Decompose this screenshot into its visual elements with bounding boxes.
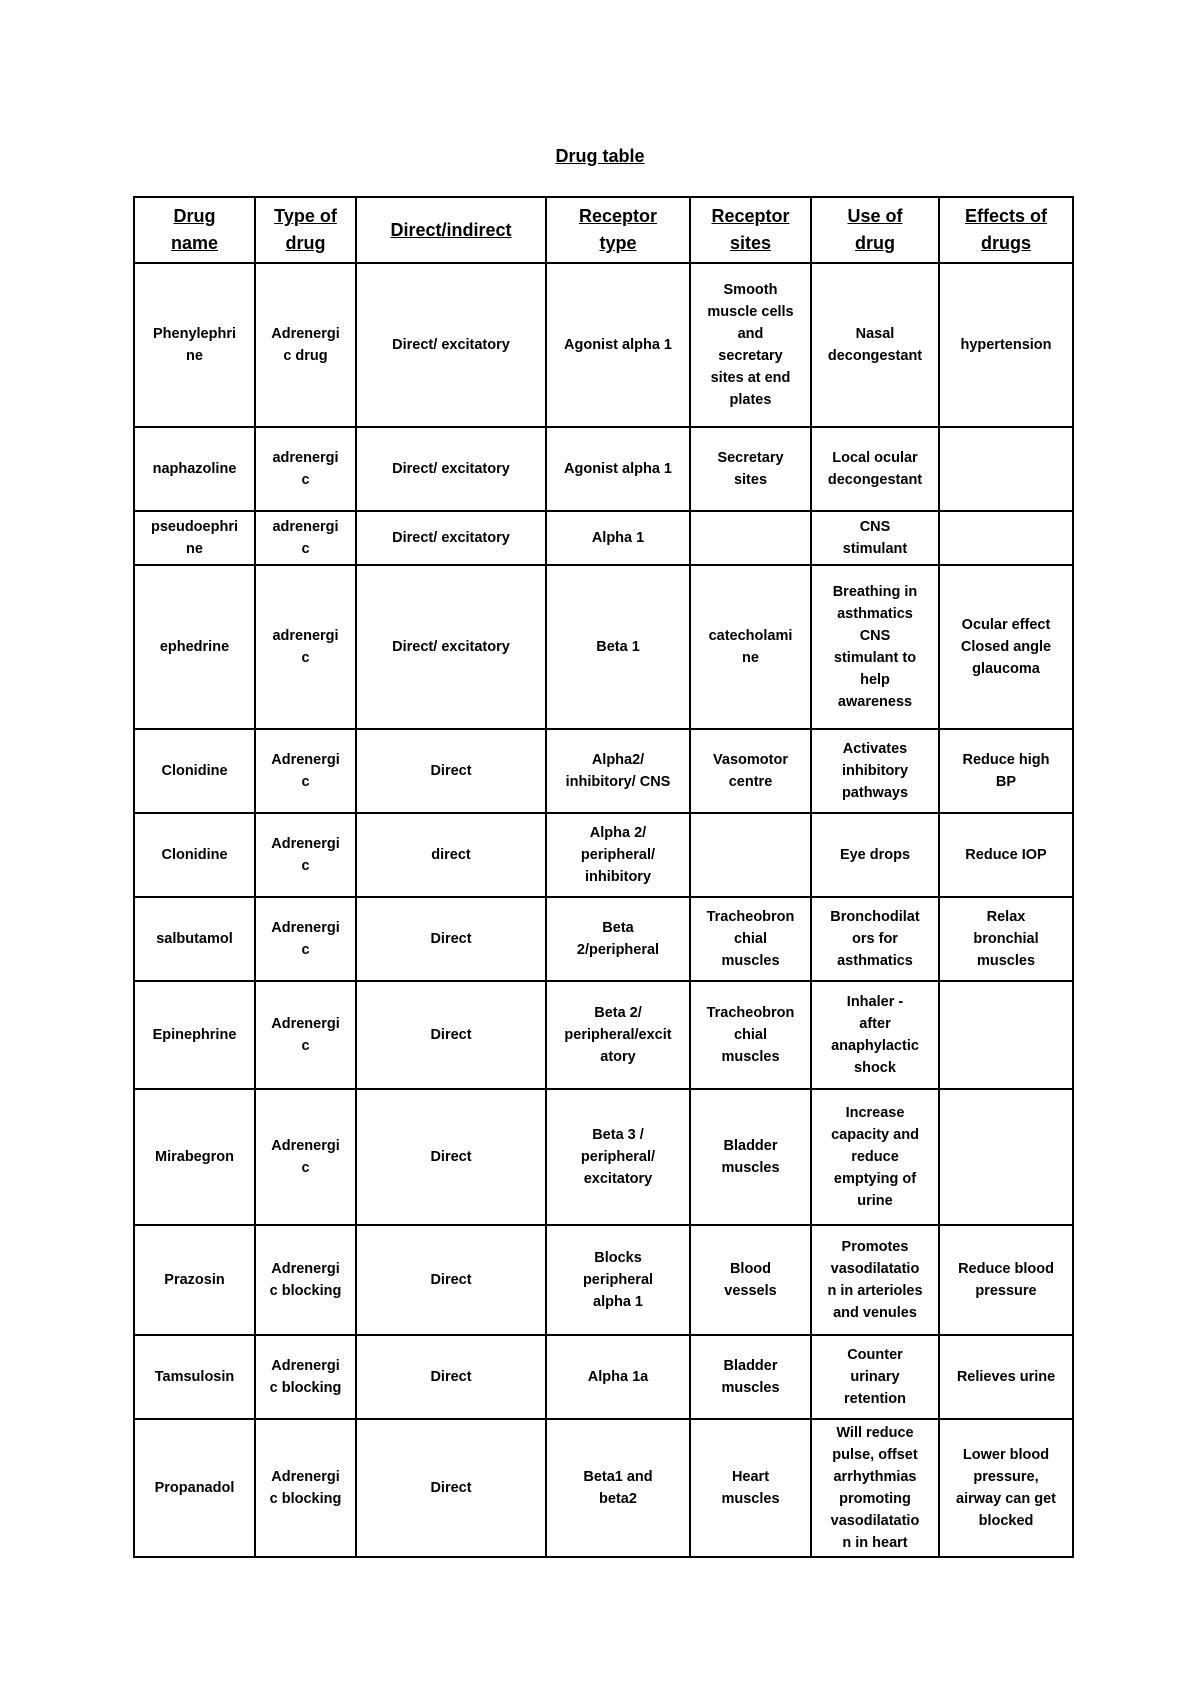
receptor-sites-cell: Smooth muscle cells and secretary sites at end plates bbox=[690, 263, 811, 427]
table-row bbox=[134, 813, 1073, 897]
use-cell: Bronchodilat ors for asthmatics bbox=[811, 897, 939, 981]
effects-cell bbox=[939, 1089, 1073, 1225]
table-row bbox=[134, 981, 1073, 1089]
effects-cell: hypertension bbox=[939, 263, 1073, 427]
receptor-sites-cell: Tracheobron chial muscles bbox=[690, 897, 811, 981]
use-cell: Nasal decongestant bbox=[811, 263, 939, 427]
use-cell: Activates inhibitory pathways bbox=[811, 729, 939, 813]
table-row bbox=[134, 1335, 1073, 1419]
direct-indirect-cell: Direct bbox=[356, 1225, 546, 1335]
receptor-sites-cell: Vasomotor centre bbox=[690, 729, 811, 813]
table-body bbox=[134, 263, 1073, 1557]
type-cell: Adrenergi c bbox=[255, 897, 356, 981]
receptor-sites-cell bbox=[690, 813, 811, 897]
receptor-type-cell: Alpha2/ inhibitory/ CNS bbox=[546, 729, 690, 813]
type-cell: Adrenergi c drug bbox=[255, 263, 356, 427]
receptor-sites-cell: Secretary sites bbox=[690, 427, 811, 511]
type-cell: Adrenergi c bbox=[255, 981, 356, 1089]
use-cell: Promotes vasodilatatio n in arterioles and venules bbox=[811, 1225, 939, 1335]
drug-name-cell: Clonidine bbox=[134, 729, 255, 813]
table-row bbox=[134, 263, 1073, 427]
receptor-sites-cell bbox=[690, 511, 811, 565]
use-cell: Counter urinary retention bbox=[811, 1335, 939, 1419]
drug-name-cell: salbutamol bbox=[134, 897, 255, 981]
table-row bbox=[134, 1419, 1073, 1557]
drug-name-cell: Prazosin bbox=[134, 1225, 255, 1335]
receptor-type-cell: Alpha 2/ peripheral/ inhibitory bbox=[546, 813, 690, 897]
receptor-type-cell: Beta 3 / peripheral/ excitatory bbox=[546, 1089, 690, 1225]
table-row bbox=[134, 729, 1073, 813]
drug-name-cell: naphazoline bbox=[134, 427, 255, 511]
type-cell: adrenergi c bbox=[255, 427, 356, 511]
receptor-sites-cell: Bladder muscles bbox=[690, 1089, 811, 1225]
receptor-sites-cell: Blood vessels bbox=[690, 1225, 811, 1335]
direct-indirect-cell: Direct bbox=[356, 729, 546, 813]
header-use-of-drug: Use of drug bbox=[811, 197, 939, 263]
direct-indirect-cell: Direct bbox=[356, 897, 546, 981]
header-direct-indirect: Direct/indirect bbox=[356, 197, 546, 263]
drug-name-cell: Tamsulosin bbox=[134, 1335, 255, 1419]
type-cell: Adrenergi c blocking bbox=[255, 1335, 356, 1419]
table-row bbox=[134, 897, 1073, 981]
drug-name-cell: Mirabegron bbox=[134, 1089, 255, 1225]
type-cell: Adrenergi c bbox=[255, 729, 356, 813]
receptor-type-cell: Alpha 1 bbox=[546, 511, 690, 565]
direct-indirect-cell: Direct bbox=[356, 981, 546, 1089]
effects-cell: Lower blood pressure, airway can get blocked bbox=[939, 1419, 1073, 1557]
use-cell: CNS stimulant bbox=[811, 511, 939, 565]
receptor-sites-cell: Tracheobron chial muscles bbox=[690, 981, 811, 1089]
effects-cell bbox=[939, 511, 1073, 565]
receptor-type-cell: Beta1 and beta2 bbox=[546, 1419, 690, 1557]
receptor-type-cell: Agonist alpha 1 bbox=[546, 427, 690, 511]
effects-cell: Reduce high BP bbox=[939, 729, 1073, 813]
drug-name-cell: Epinephrine bbox=[134, 981, 255, 1089]
direct-indirect-cell: Direct/ excitatory bbox=[356, 263, 546, 427]
use-cell: Increase capacity and reduce emptying of urine bbox=[811, 1089, 939, 1225]
receptor-type-cell: Blocks peripheral alpha 1 bbox=[546, 1225, 690, 1335]
use-cell: Breathing in asthmatics CNS stimulant to help awareness bbox=[811, 565, 939, 729]
direct-indirect-cell: direct bbox=[356, 813, 546, 897]
table-row bbox=[134, 565, 1073, 729]
table-row bbox=[134, 511, 1073, 565]
document-title: Drug table bbox=[555, 146, 645, 166]
drug-name-cell: ephedrine bbox=[134, 565, 255, 729]
direct-indirect-cell: Direct/ excitatory bbox=[356, 427, 546, 511]
type-cell: adrenergi c bbox=[255, 511, 356, 565]
type-cell: Adrenergi c bbox=[255, 813, 356, 897]
drug-name-cell: Clonidine bbox=[134, 813, 255, 897]
drug-name-cell: pseudoephri ne bbox=[134, 511, 255, 565]
header-row bbox=[134, 197, 1073, 263]
receptor-sites-cell: catecholami ne bbox=[690, 565, 811, 729]
direct-indirect-cell: Direct bbox=[356, 1089, 546, 1225]
effects-cell: Relax bronchial muscles bbox=[939, 897, 1073, 981]
use-cell: Will reduce pulse, offset arrhythmias promoting vasodilatatio n in heart bbox=[811, 1419, 939, 1557]
drug-table bbox=[133, 196, 1074, 1558]
drug-name-cell: Phenylephri ne bbox=[134, 263, 255, 427]
header-receptor-sites: Receptor sites bbox=[690, 197, 811, 263]
drug-name-cell: Propanadol bbox=[134, 1419, 255, 1557]
direct-indirect-cell: Direct bbox=[356, 1419, 546, 1557]
direct-indirect-cell: Direct bbox=[356, 1335, 546, 1419]
receptor-type-cell: Beta 1 bbox=[546, 565, 690, 729]
effects-cell: Reduce IOP bbox=[939, 813, 1073, 897]
type-cell: Adrenergi c blocking bbox=[255, 1225, 356, 1335]
header-receptor-type: Receptor type bbox=[546, 197, 690, 263]
type-cell: Adrenergi c bbox=[255, 1089, 356, 1225]
use-cell: Local ocular decongestant bbox=[811, 427, 939, 511]
header-type-of-drug: Type of drug bbox=[255, 197, 356, 263]
effects-cell: Reduce blood pressure bbox=[939, 1225, 1073, 1335]
table-row bbox=[134, 1225, 1073, 1335]
direct-indirect-cell: Direct/ excitatory bbox=[356, 511, 546, 565]
table-row bbox=[134, 427, 1073, 511]
type-cell: Adrenergi c blocking bbox=[255, 1419, 356, 1557]
type-cell: adrenergi c bbox=[255, 565, 356, 729]
effects-cell: Relieves urine bbox=[939, 1335, 1073, 1419]
effects-cell bbox=[939, 981, 1073, 1089]
receptor-type-cell: Alpha 1a bbox=[546, 1335, 690, 1419]
effects-cell bbox=[939, 427, 1073, 511]
receptor-sites-cell: Heart muscles bbox=[690, 1419, 811, 1557]
use-cell: Inhaler - after anaphylactic shock bbox=[811, 981, 939, 1089]
receptor-type-cell: Beta 2/peripheral bbox=[546, 897, 690, 981]
effects-cell: Ocular effect Closed angle glaucoma bbox=[939, 565, 1073, 729]
header-effects-of-drugs: Effects of drugs bbox=[939, 197, 1073, 263]
use-cell: Eye drops bbox=[811, 813, 939, 897]
receptor-sites-cell: Bladder muscles bbox=[690, 1335, 811, 1419]
receptor-type-cell: Agonist alpha 1 bbox=[546, 263, 690, 427]
receptor-type-cell: Beta 2/ peripheral/excit atory bbox=[546, 981, 690, 1089]
header-drug-name: Drug name bbox=[134, 197, 255, 263]
table-row bbox=[134, 1089, 1073, 1225]
direct-indirect-cell: Direct/ excitatory bbox=[356, 565, 546, 729]
